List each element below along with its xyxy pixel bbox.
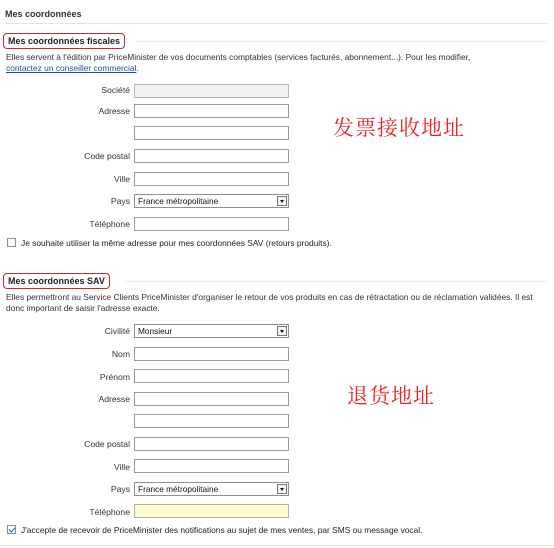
- contact-advisor-link[interactable]: contactez un conseiller commercial: [6, 63, 137, 73]
- sav-code-postal-label: Code postal: [84, 439, 130, 449]
- invoice-address-annotation: 发票接收地址: [333, 116, 465, 140]
- sms-notifications-checkbox[interactable]: [7, 525, 16, 534]
- pays-select-value: France métropolitaine: [138, 196, 219, 206]
- sav-code-postal-field[interactable]: [134, 437, 289, 451]
- fiscal-link-suffix: .: [136, 63, 139, 73]
- adresse-label: Adresse: [98, 106, 130, 116]
- adresse-line2-field[interactable]: [134, 126, 289, 140]
- page-title: Mes coordonnées: [5, 9, 82, 19]
- sms-notifications-checkbox-label[interactable]: J'accepte de recevoir de PriceMinister des notifications au sujet de mes ventes, par SMS ou message vocal.: [21, 525, 423, 535]
- pays-label: Pays: [110, 196, 130, 206]
- dropdown-arrow-icon[interactable]: [277, 196, 287, 206]
- sav-section-title: Mes coordonnées SAV: [3, 273, 110, 289]
- dropdown-arrow-icon[interactable]: [277, 484, 287, 494]
- sav-ville-label: Ville: [113, 462, 130, 472]
- telephone-label: Téléphone: [89, 219, 130, 229]
- fiscal-section-title: Mes coordonnées fiscales: [3, 33, 125, 49]
- sav-section-divider: [125, 281, 547, 282]
- code-postal-label: Code postal: [84, 151, 130, 161]
- civilite-label: Civilité: [104, 326, 130, 336]
- sav-telephone-field[interactable]: [134, 504, 289, 518]
- prenom-label: Prénom: [99, 372, 130, 382]
- pays-select[interactable]: [134, 194, 289, 208]
- sav-adresse-label: Adresse: [98, 394, 130, 404]
- societe-field: [134, 84, 289, 98]
- fiscal-description: [6, 52, 548, 74]
- code-postal-field[interactable]: [134, 149, 289, 163]
- sav-pays-label: Pays: [110, 484, 130, 494]
- ville-label: Ville: [113, 174, 130, 184]
- telephone-field[interactable]: [134, 217, 289, 231]
- adresse-line1-field[interactable]: [134, 104, 289, 118]
- sav-description: Elles permettront au Service Clients PriceMinister d'organiser le retour de vos produits en cas de rétractation ou de réclamation validées. Il est donc important de saisir l'adresse exacte.: [6, 292, 533, 313]
- nom-field[interactable]: [134, 347, 289, 361]
- fiscal-section-divider: [135, 41, 547, 42]
- civilite-select-value: Monsieur: [138, 326, 173, 336]
- sav-pays-select[interactable]: [134, 482, 289, 496]
- sav-telephone-label: Téléphone: [89, 507, 130, 517]
- ville-field[interactable]: [134, 172, 289, 186]
- title-divider: [5, 23, 547, 24]
- bottom-divider: [0, 545, 554, 546]
- sav-adresse-line2-field[interactable]: [134, 414, 289, 428]
- sav-ville-field[interactable]: [134, 459, 289, 473]
- fiscal-description-text: Elles servent à l'édition par PriceMinister de vos documents comptables (services facturés, abonnement...). Pour les modifier,: [6, 52, 471, 62]
- civilite-select[interactable]: [134, 324, 289, 338]
- same-address-checkbox[interactable]: [7, 238, 16, 247]
- return-address-annotation: 退货地址: [347, 384, 435, 408]
- sav-pays-select-value: France métropolitaine: [138, 484, 219, 494]
- same-address-checkbox-label[interactable]: Je souhaite utiliser la même adresse pour mes coordonnées SAV (retours produits).: [21, 238, 332, 248]
- nom-label: Nom: [111, 349, 130, 359]
- prenom-field[interactable]: [134, 369, 289, 383]
- societe-label: Société: [101, 85, 130, 95]
- sav-adresse-line1-field[interactable]: [134, 392, 289, 406]
- dropdown-arrow-icon[interactable]: [277, 326, 287, 336]
